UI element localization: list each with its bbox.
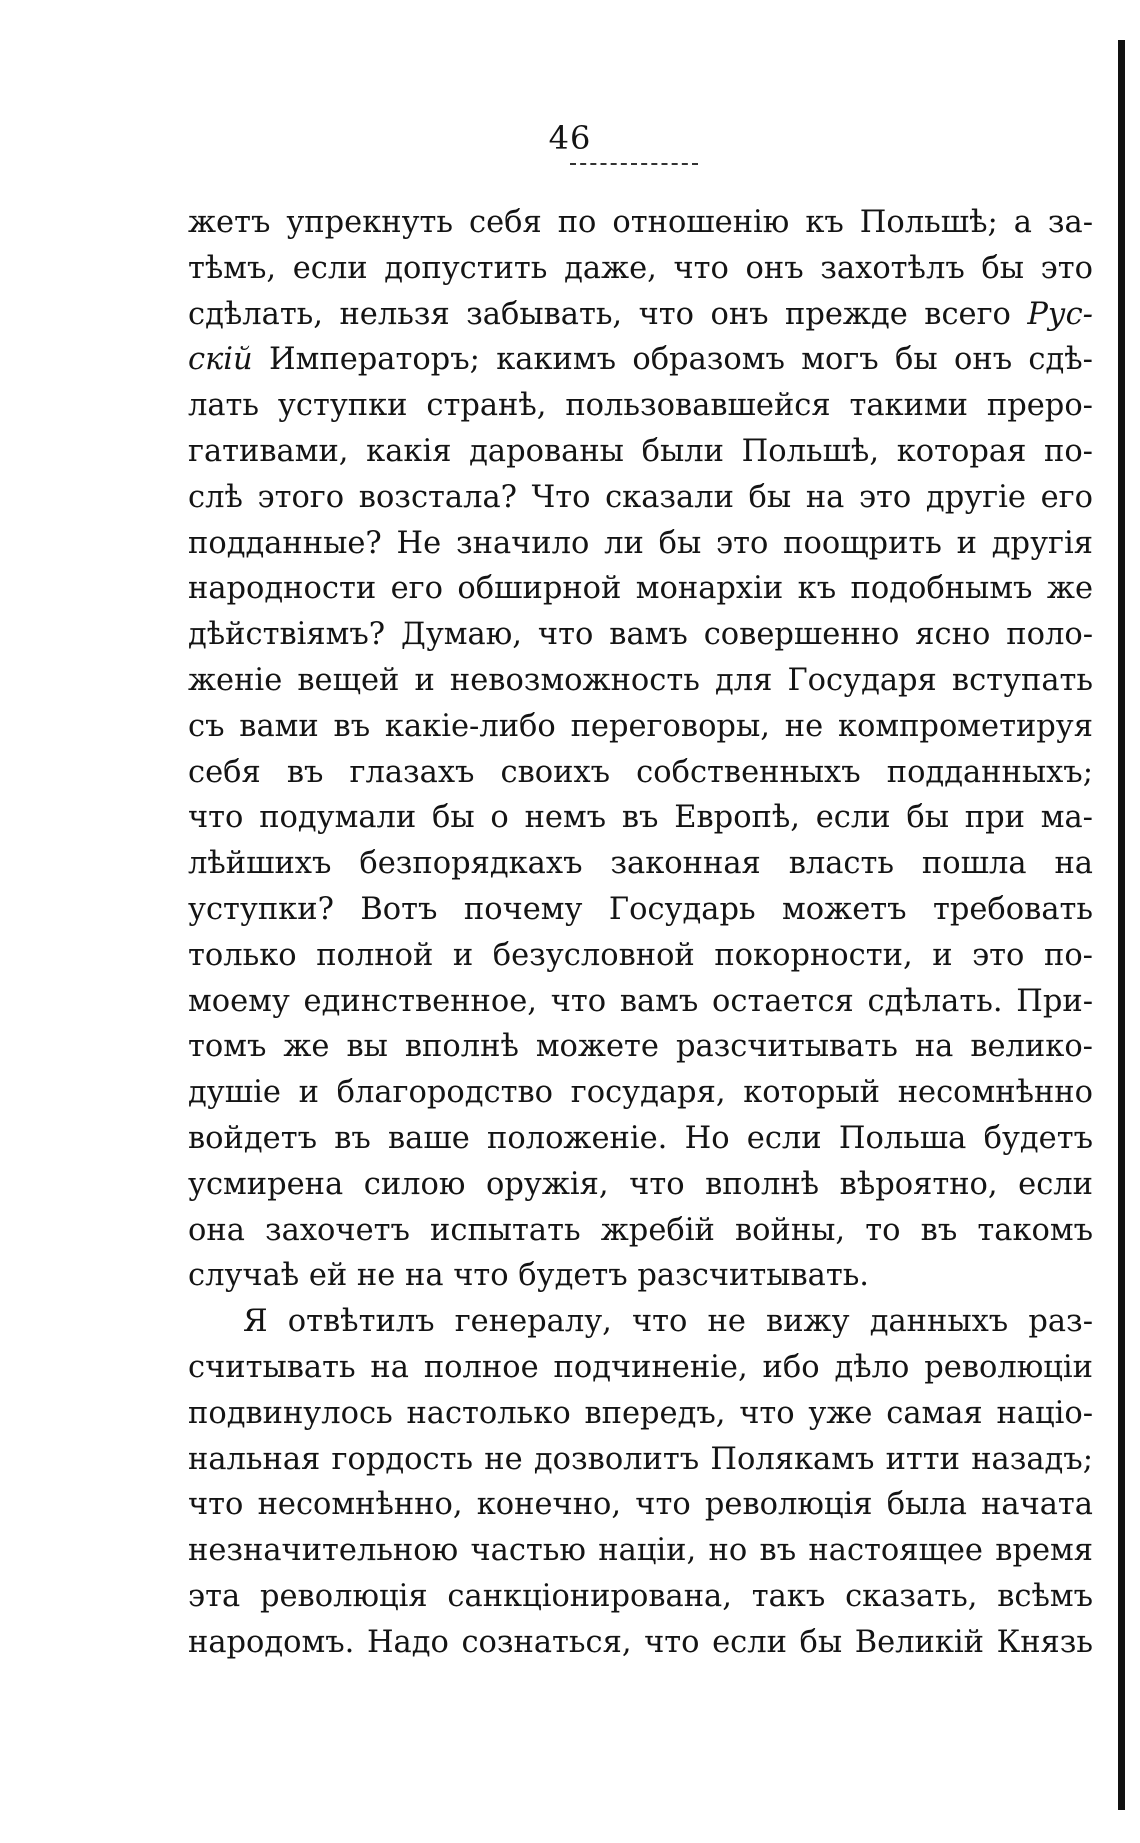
italic-text: скій xyxy=(188,342,253,378)
line-text: гативами, какія дарованы были Польшѣ, которая по- xyxy=(188,433,1093,469)
header-rule xyxy=(570,163,698,165)
line-text: эта революція санкціонирована, такъ сказать, всѣмъ xyxy=(188,1578,1093,1614)
text-line xyxy=(188,1024,1093,1070)
binding-edge xyxy=(1118,40,1125,1810)
line-text: душіе и благородство государя, который несомнѣнно xyxy=(188,1075,1093,1111)
text-line xyxy=(188,1391,1093,1437)
text-line xyxy=(188,1528,1093,1574)
text-line xyxy=(188,887,1093,933)
italic-text: Рус- xyxy=(1027,296,1093,332)
text-line xyxy=(188,1253,1093,1299)
text-line xyxy=(188,841,1093,887)
text-line xyxy=(188,704,1093,750)
text-line xyxy=(188,1208,1093,1254)
line-text: Я отвѣтилъ генералу, что не вижу данныхъ раз- xyxy=(243,1304,1093,1340)
line-text: она захочетъ испытать жребій войны, то въ такомъ xyxy=(188,1212,1093,1248)
line-text: подвинулось настолько впередъ, что уже самая націо- xyxy=(188,1395,1093,1431)
text-line xyxy=(188,1345,1093,1391)
body-text xyxy=(188,200,1093,1666)
text-line xyxy=(188,1299,1093,1345)
line-text: случаѣ ей не на что будетъ разсчитывать. xyxy=(188,1258,869,1294)
line-text: съ вами въ какіе-либо переговоры, не компрометируя xyxy=(188,708,1093,744)
text-line xyxy=(188,429,1093,475)
line-text: считывать на полное подчиненіе, ибо дѣло революціи xyxy=(188,1349,1093,1385)
line-text: народомъ. Надо сознаться, что если бы Великій Князь xyxy=(188,1624,1093,1660)
line-text: женіе вещей и невозможность для Государя вступать xyxy=(188,662,1093,698)
text-line xyxy=(188,1070,1093,1116)
text-line xyxy=(188,979,1093,1025)
text-line xyxy=(188,292,1093,338)
page-header xyxy=(0,118,1140,158)
text-line xyxy=(188,658,1093,704)
line-text: себя въ глазахъ своихъ собственныхъ подданныхъ; xyxy=(188,754,1093,790)
line-text: моему единственное, что вамъ остается сдѣлать. При- xyxy=(188,983,1093,1019)
line-text: уступки? Вотъ почему Государь можетъ требовать xyxy=(188,891,1093,927)
text-line xyxy=(188,750,1093,796)
text-line xyxy=(188,200,1093,246)
text-line xyxy=(188,1482,1093,1528)
text-line xyxy=(188,612,1093,658)
text-line xyxy=(188,1116,1093,1162)
text-line xyxy=(188,475,1093,521)
text-line xyxy=(188,795,1093,841)
text-line xyxy=(188,1162,1093,1208)
line-text: лѣйшихъ безпорядкахъ законная власть пошла на xyxy=(188,846,1093,882)
line-text: нальная гордость не дозволитъ Полякамъ итти назадъ; xyxy=(188,1441,1093,1477)
text-line xyxy=(188,1437,1093,1483)
line-text: что подумали бы о немъ въ Европѣ, если бы при ма- xyxy=(188,800,1093,836)
line-text: жетъ упрекнуть себя по отношенію къ Польшѣ; а за- xyxy=(188,205,1093,240)
line-text: тѣмъ, если допустить даже, что онъ захотѣлъ бы это xyxy=(188,250,1093,286)
line-text: слѣ этого возстала? Что сказали бы на это другіе его xyxy=(188,479,1093,515)
line-text: народности его обширной монархіи къ подобнымъ же xyxy=(188,571,1093,607)
text-line xyxy=(188,337,1093,383)
line-text: что несомнѣнно, конечно, что революція была начата xyxy=(188,1487,1093,1523)
line-text: только полной и безусловной покорности, и это по- xyxy=(188,937,1093,973)
text-line xyxy=(188,246,1093,292)
line-text: незначительною частью націи, но въ настоящее время xyxy=(188,1533,1093,1569)
text-line xyxy=(188,1574,1093,1620)
line-text: сдѣлать, нельзя забывать, что онъ прежде всего xyxy=(188,296,1028,332)
line-text: подданные? Не значило ли бы это поощрить и другія xyxy=(188,525,1093,561)
line-text: томъ же вы вполнѣ можете разсчитывать на велико- xyxy=(188,1029,1093,1065)
text-line xyxy=(188,521,1093,567)
text-line xyxy=(188,383,1093,429)
page-number: 46 xyxy=(548,119,592,157)
line-text: войдетъ въ ваше положеніе. Но если Польша будетъ xyxy=(188,1120,1093,1156)
line-text: Императоръ; какимъ образомъ могъ бы онъ сдѣ- xyxy=(252,342,1093,378)
text-line xyxy=(188,933,1093,979)
line-text: усмирена силою оружія, что вполнѣ вѣроятно, если xyxy=(188,1166,1093,1202)
text-line xyxy=(188,1620,1093,1666)
text-line xyxy=(188,566,1093,612)
line-text: дѣйствіямъ? Думаю, что вамъ совершенно ясно поло- xyxy=(188,617,1093,653)
line-text: лать уступки странѣ, пользовавшейся такими преро- xyxy=(188,388,1093,424)
